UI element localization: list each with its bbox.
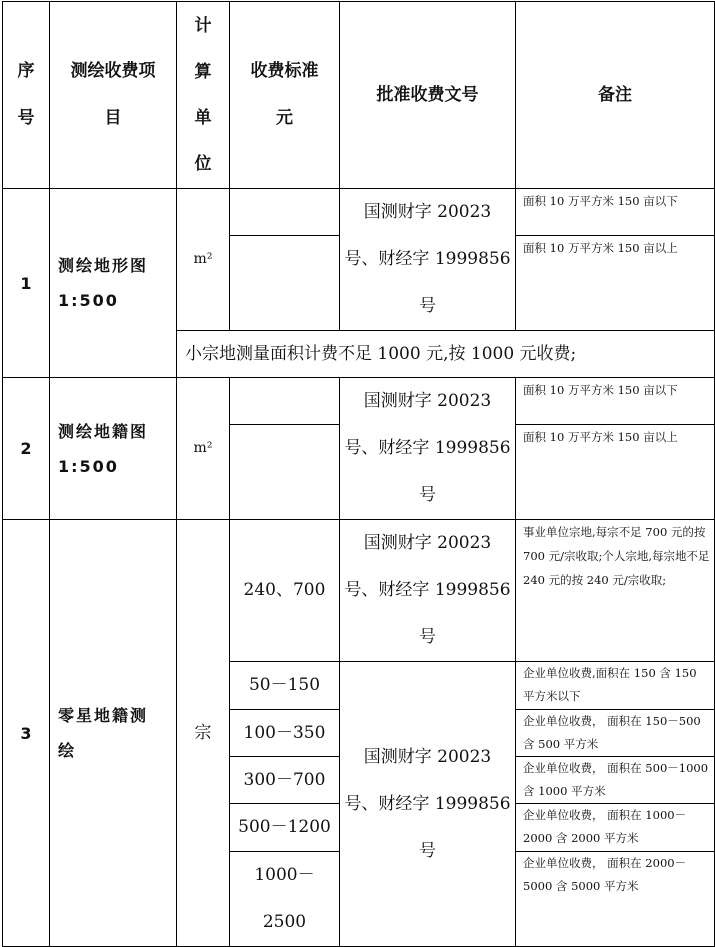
row3-unit: 宗	[177, 520, 230, 947]
row3-sub-fee: 100－350	[230, 710, 340, 757]
fee-table	[2, 1, 715, 947]
row2-note-a: 面积 10 万平方米 150 亩以下	[516, 378, 715, 425]
header-fee: 收费标准 元	[230, 2, 340, 189]
row2-seq: 2	[3, 378, 50, 520]
row2-item: 测绘地籍图 1:500	[50, 378, 177, 520]
header-item: 测绘收费项 目	[50, 2, 177, 189]
row2-fee-a	[230, 378, 340, 425]
row1-note-b: 面积 10 万平方米 150 亩以上	[516, 236, 715, 331]
row1-doc: 国测财字 20023 号、财经字 1999856 号	[340, 189, 516, 331]
row1-fee-a	[230, 189, 340, 236]
row2-doc: 国测财字 20023 号、财经字 1999856 号	[340, 378, 516, 520]
row1-footnote: 小宗地测量面积计费不足 1000 元,按 1000 元收费;	[177, 331, 715, 378]
header-unit: 计 算 单 位	[177, 2, 230, 189]
row3-sub-note: 企业单位收费， 面积在 500－1000 含 1000 平方米	[516, 757, 715, 804]
row1-item: 测绘地形图 1:500	[50, 189, 177, 378]
row1-seq: 1	[3, 189, 50, 378]
table-row	[3, 520, 715, 662]
row3-item: 零星地籍测 绘	[50, 520, 177, 947]
row3-sub-fee: 300－700	[230, 757, 340, 804]
row2-fee-b	[230, 425, 340, 520]
header-doc: 批准收费文号	[340, 2, 516, 189]
header-note: 备注	[516, 2, 715, 189]
row3-sub-note: 企业单位收费,面积在 150 含 150 平方米以下	[516, 662, 715, 710]
row1-unit: m²	[177, 189, 230, 331]
row2-unit: m²	[177, 378, 230, 520]
row3-sub-fee: 1000－ 2500	[230, 852, 340, 947]
row3-fee-main: 240、700	[230, 520, 340, 662]
header-row	[3, 2, 715, 189]
row3-sub-fee: 50－150	[230, 662, 340, 710]
header-seq: 序 号	[3, 2, 50, 189]
table-row	[3, 378, 715, 425]
row3-sub-note: 企业单位收费， 面积在 1000－2000 含 2000 平方米	[516, 804, 715, 852]
row3-doc-main: 国测财字 20023 号、财经字 1999856 号	[340, 520, 516, 662]
row1-note-a: 面积 10 万平方米 150 亩以下	[516, 189, 715, 236]
row3-seq: 3	[3, 520, 50, 947]
row2-note-b: 面积 10 万平方米 150 亩以上	[516, 425, 715, 520]
row3-note-main: 事业单位宗地,每宗不足 700 元的按 700 元/宗收取;个人宗地,每宗地不足 240 元的按 240 元/宗收取;	[516, 520, 715, 662]
row3-sub-fee: 500－1200	[230, 804, 340, 852]
row3-sub-note: 企业单位收费， 面积在 150－500 含 500 平方米	[516, 710, 715, 757]
row3-doc-sub: 国测财字 20023 号、财经字 1999856 号	[340, 662, 516, 947]
row1-fee-b	[230, 236, 340, 331]
row3-sub-note: 企业单位收费， 面积在 2000－5000 含 5000 平方米	[516, 852, 715, 947]
table-row	[3, 189, 715, 236]
